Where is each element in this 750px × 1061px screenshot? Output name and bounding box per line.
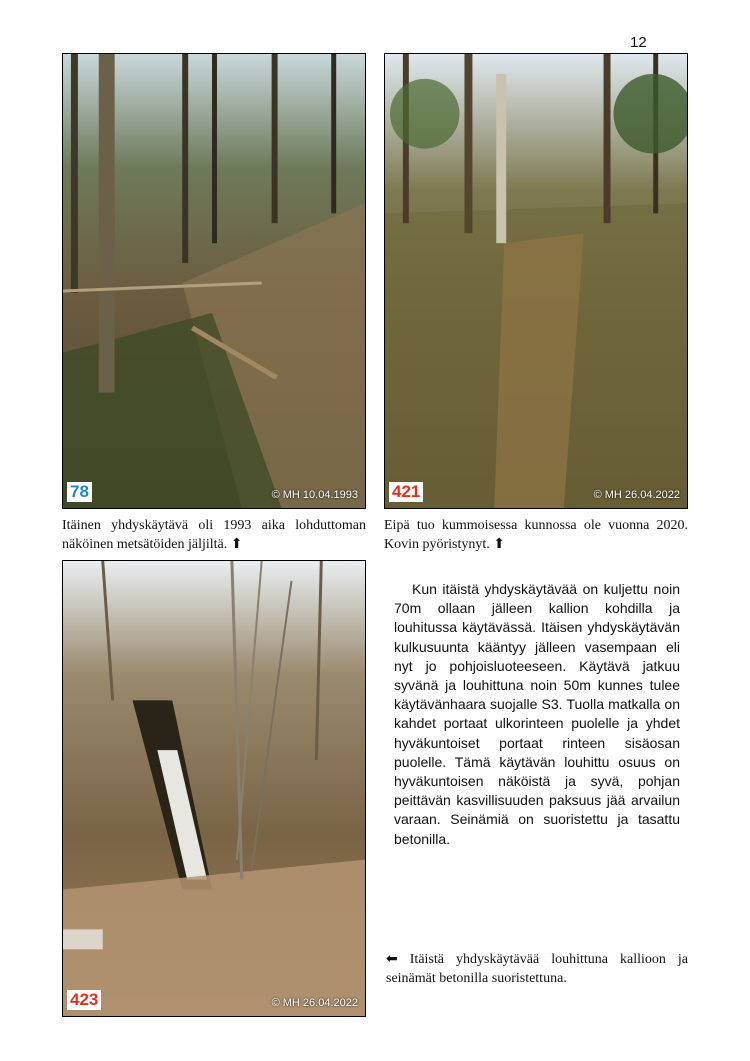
photo-number-badge: 78 [67,482,92,502]
photo-credit: © MH 26.04.2022 [271,997,358,1009]
left-arrow-icon: ⬅ [386,951,398,967]
photo-credit: © MH 26.04.2022 [593,489,680,501]
photo-rock-trench [62,560,366,1017]
caption-text: Itäistä yhdyskäytävää louhittuna kallioon ja seinämät betonilla suoristettuna. [386,952,688,986]
up-arrow-icon: ⬆ [493,536,506,552]
forest-photo-image [385,54,687,508]
photo-caption [384,516,688,554]
forest-photo-image [63,561,365,1016]
caption-text: Eipä tuo kummoisessa kunnossa ole vuonna 2020. Kovin pyöristynyt. [384,518,688,552]
caption-text: Itäinen yhdyskäytävä oli 1993 aika lohduttoman näköinen metsätöiden jäljiltä. [62,518,366,552]
photo-forest-trench-2022 [384,53,688,509]
up-arrow-icon: ⬆ [230,536,243,552]
photo-caption [386,950,688,988]
photo-caption [62,516,366,554]
photo-forest-trench-1993 [62,53,366,509]
photo-number-badge: 423 [67,990,101,1010]
body-paragraph: Kun itäistä yhdyskäytävää on kuljettu noin 70m ollaan jälleen kallion kohdilla ja louhitussa käytävässä. Itäisen yhdyskäytävän kulkusuunta kääntyy jälleen vasempaan eli nyt jo pohjoisluoteeseen. Käytävä jatkuu syvänä ja louhittuna noin 50m kunnes tulee käytävänhaara suojalle S3. Tuolla matkalla on kahdet portaat ulkorinteen puolelle ja yhdet hyväkuntoiset portaat rinteen sisäosan puolelle. Tämä käytävän louhittu osuus on hyväkuntoisen näköistä ja syvä, pohjan peittävän kasvillisuuden paksuus jää arvailun varaan. Seinämiä on suoristettu ja tasattu betonilla. [394,581,680,847]
photo-number-badge: 421 [389,482,423,502]
photo-credit: © MH 10.04.1993 [271,489,358,501]
forest-photo-image [63,54,365,508]
page-number: 12 [630,34,647,51]
